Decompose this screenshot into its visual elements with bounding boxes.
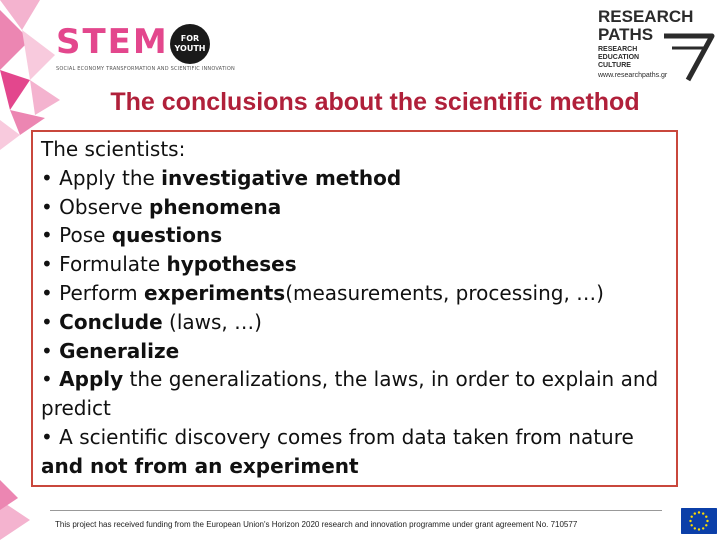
bullet-bold: experiments	[144, 280, 286, 305]
bullet-bold: Generalize	[59, 338, 180, 363]
research-paths-title-line2: PATHS	[598, 25, 654, 44]
bullet-item	[41, 308, 668, 337]
bullet-text: • Pose	[41, 223, 112, 248]
bullet-item	[41, 193, 668, 222]
slide-title: The conclusions about the scientific method	[110, 88, 640, 116]
bullet-item	[41, 365, 668, 423]
bullet-item	[41, 250, 668, 279]
bullet-item	[41, 423, 668, 481]
funding-notice: This project has received funding from the European Union's Horizon 2020 research and innovation programme under grant agreement No. 710577	[55, 520, 578, 529]
conclusions-box	[31, 130, 678, 487]
bullet-text: • A scientific discovery comes from data taken from nature	[41, 424, 634, 449]
bullet-text: • Perform	[41, 280, 145, 305]
stem-for-youth-logo	[56, 22, 235, 72]
bullet-bold: Conclude	[59, 309, 163, 334]
decorative-triangles-bottom	[0, 480, 40, 540]
bullet-text: • Apply the	[41, 165, 162, 190]
research-paths-subtitle	[598, 46, 639, 70]
bullet-text: • Formulate	[41, 252, 167, 277]
eu-flag-icon	[681, 508, 717, 534]
research-paths-sub-2: EDUCATION	[598, 54, 640, 61]
bullet-text: •	[41, 367, 60, 392]
bullet-item	[41, 164, 668, 193]
bullet-bold: phenomena	[149, 194, 282, 219]
bullet-item	[41, 337, 668, 366]
stem-logo-tagline: SOCIAL ECONOMY TRANSFORMATION AND SCIENTIFIC INNOVATION	[56, 66, 235, 72]
intro-text: The scientists:	[41, 137, 186, 161]
bullet-item	[41, 221, 668, 250]
bullet-bold: Apply	[59, 367, 124, 392]
research-paths-sub-3: CULTURE	[598, 62, 631, 69]
research-paths-logo	[598, 8, 716, 88]
bullet-bold: and not from an experiment	[41, 453, 359, 478]
bullet-text: •	[41, 309, 60, 334]
bullet-tail: (laws, …)	[162, 309, 262, 334]
research-paths-url: www.researchpaths.gr	[598, 72, 668, 79]
bullet-bold: hypotheses	[166, 252, 297, 277]
footer-divider	[50, 510, 662, 511]
bullet-item	[41, 279, 668, 308]
bullet-tail: (measurements, processing, …)	[285, 280, 604, 305]
bullet-bold: investigative method	[161, 165, 402, 190]
research-paths-sub-1: RESEARCH	[598, 46, 638, 53]
bullet-text: •	[41, 338, 60, 363]
bullet-text: • Observe	[41, 194, 150, 219]
stem-logo-badge: FOR YOUTH	[170, 24, 210, 64]
stem-logo-word: STEM	[56, 22, 169, 62]
research-paths-title-line1: RESEARCH	[598, 7, 694, 26]
bullet-tail: the generalizations, the laws, in order to explain and predict	[41, 367, 659, 421]
bullet-bold: questions	[111, 223, 223, 248]
